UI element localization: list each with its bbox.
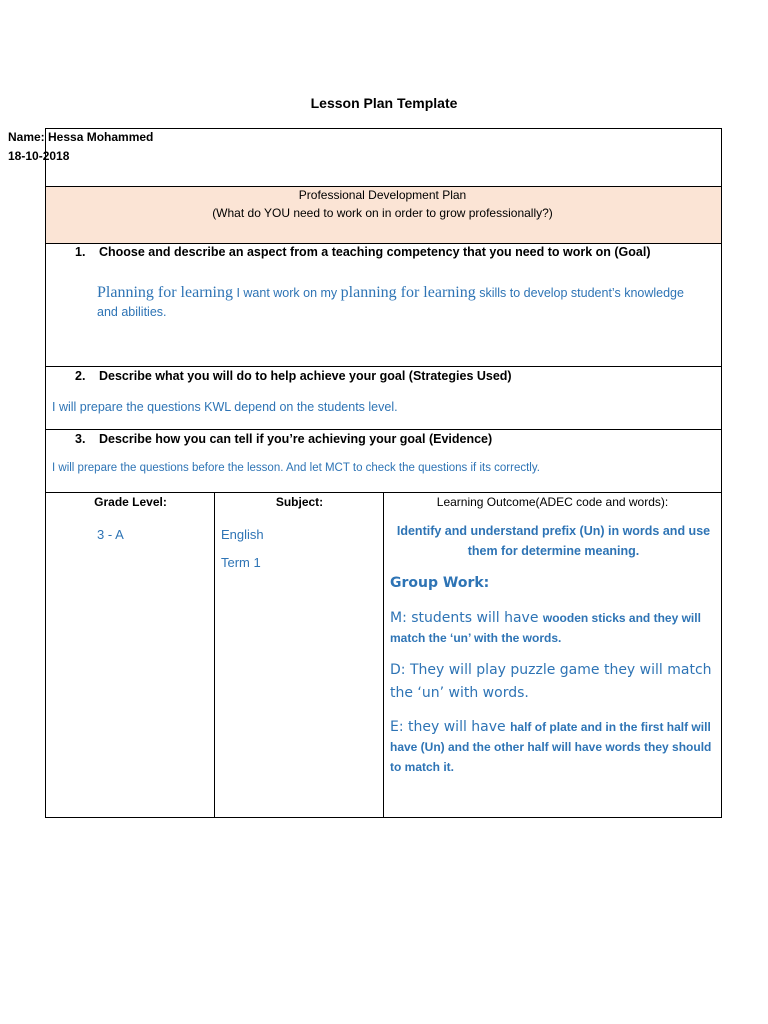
goal-answer-part-a: Planning for learning — [97, 284, 233, 301]
lesson-date: 18-10-2018 — [8, 149, 70, 163]
evidence-question — [75, 432, 492, 446]
group-e-text: half of plate and in the first half will have (Un) and the other half will have words they should to match it. — [390, 720, 712, 774]
strategies-answer: I will prepare the questions KWL depend on the students level. — [52, 400, 398, 414]
group-d-label: D: — [390, 662, 406, 678]
strategies-question — [75, 369, 512, 383]
goal-answer — [97, 283, 697, 322]
goal-number: 1. — [75, 245, 86, 259]
group-m-text: wooden sticks and they will match the ‘un’ with the words. — [390, 611, 701, 645]
evidence-number: 3. — [75, 432, 86, 446]
goal-question — [75, 245, 651, 259]
strategies-number: 2. — [75, 369, 86, 383]
goal-answer-part-b: I want work on my — [232, 286, 341, 300]
evidence-question-text: Describe how you can tell if you’re achieving your goal (Evidence) — [99, 432, 493, 446]
group-e-intro: they will have — [403, 719, 511, 735]
goal-answer-part-c: planning for learning — [340, 284, 476, 301]
pdp-heading: Professional Development Plan — [298, 188, 467, 202]
pdp-subheading: (What do YOU need to work on in order to grow professionally?) — [212, 206, 553, 220]
goal-question-text: Choose and describe an aspect from a teaching competency that you need to work on (Goal) — [99, 245, 651, 259]
group-m-label: M: — [390, 610, 407, 626]
evidence-answer: I will prepare the questions before the lesson. And let MCT to check the questions if its correctly. — [52, 462, 540, 474]
group-work-heading: Group Work: — [390, 575, 490, 591]
group-e-label: E: — [390, 719, 404, 735]
strategies-question-text: Describe what you will do to help achieve your goal (Strategies Used) — [99, 369, 512, 383]
group-d-item — [390, 659, 717, 705]
goal-answer-part-d: skills to develop student’s knowledge and abilities. — [97, 286, 684, 319]
group-m-item — [390, 608, 717, 648]
grade-level-header: Grade Level: — [94, 495, 167, 509]
group-e-item — [390, 717, 717, 777]
group-m-intro: students will have — [406, 610, 543, 626]
subject-value: English — [221, 527, 264, 542]
outcome-intro: Identify and understand prefix (Un) in words and use them for determine meaning. — [396, 524, 711, 558]
document-title: Lesson Plan Template — [310, 95, 458, 111]
learning-outcome-header: Learning Outcome(ADEC code and words): — [436, 495, 669, 509]
grade-column — [46, 493, 215, 818]
group-d-text: They will play puzzle game they will match the ‘un’ with words. — [390, 662, 712, 701]
teacher-name: Name: Hessa Mohammed — [8, 130, 154, 144]
grade-value: 3 - A — [97, 527, 124, 542]
subject-header: Subject: — [275, 495, 324, 509]
term-value: Term 1 — [221, 555, 261, 570]
